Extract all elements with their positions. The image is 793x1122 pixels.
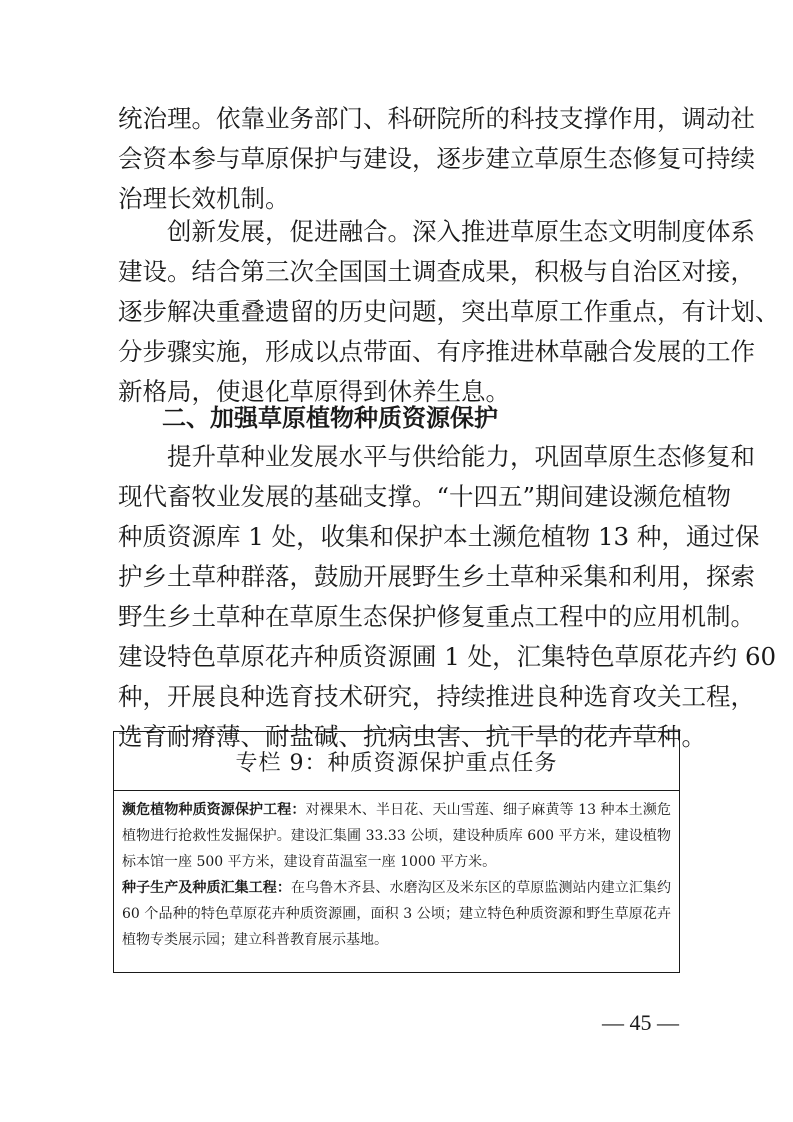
- paragraph-1: [118, 99, 755, 219]
- paragraph-3-line-8: 选育耐瘠薄、耐盐碱、抗病虫害、抗干旱的花卉草种。: [118, 722, 706, 751]
- paragraph-2: [118, 212, 780, 412]
- column-box-item-text: 在乌鲁木齐县、水磨沟区及米东区的草原监测站内建立汇集约 60 个品种的特色草原花卉种质资源圃，面积 3 公顷；建立特色种质资源和野生草原花卉植物专类展示园；建立科普教育展示基地。: [122, 880, 672, 948]
- paragraph-1-line-1: 统治理。依靠业务部门、科研院所的科技支撑作用，调动社: [118, 104, 755, 133]
- paragraph-2-line-5: 新格局，使退化草原得到休养生息。: [118, 377, 510, 406]
- paragraph-3-line-3: 种质资源库 1 处，收集和保护本土濒危植物 13 种，通过保: [118, 522, 760, 551]
- paragraph-3-line-7: 种，开展良种选育技术研究，持续推进良种选育攻关工程，: [118, 682, 755, 711]
- column-box-item: [122, 875, 671, 953]
- column-box: [113, 731, 680, 973]
- page-number: — 45 —: [602, 1010, 679, 1035]
- column-box-body: [114, 791, 679, 953]
- paragraph-3-line-2: 现代畜牧业发展的基础支撑。“十四五”期间建设濒危植物: [118, 482, 732, 511]
- paragraph-3-line-1: 提升草种业发展水平与供给能力，巩固草原生态修复和: [118, 442, 755, 471]
- paragraph-3-line-5: 野生乡土草种在草原生态保护修复重点工程中的应用机制。: [118, 602, 755, 631]
- column-box-item-label: 种子生产及种质汇集工程：: [122, 880, 291, 896]
- paragraph-3-line-4: 护乡土草种群落，鼓励开展野生乡土草种采集和利用，探索: [118, 562, 755, 591]
- paragraph-2-line-3: 逐步解决重叠遗留的历史问题，突出草原工作重点，有计划、: [118, 297, 780, 326]
- paragraph-1-line-3: 治理长效机制。: [118, 184, 290, 213]
- column-box-item: [122, 797, 671, 875]
- paragraph-2-line-2: 建设。结合第三次全国国土调查成果，积极与自治区对接，: [118, 257, 755, 286]
- column-box-item-text: 对裸果木、半日花、天山雪莲、细子麻黄等 13 种本土濒危植物进行抢救性发掘保护。建设汇集圃 33.33 公顷，建设种质库 600 平方米，建设植物标本馆一座 500 平方米，建设育苗温室一座 1000 平方米。: [122, 802, 671, 870]
- paragraph-2-line-4: 分步骤实施，形成以点带面、有序推进林草融合发展的工作: [118, 337, 755, 366]
- paragraph-3-line-6: 建设特色草原花卉种质资源圃 1 处，汇集特色草原花卉约 60: [118, 642, 777, 671]
- paragraph-2-line-1: 创新发展，促进融合。深入推进草原生态文明制度体系: [118, 217, 755, 246]
- section-heading: 二、加强草原植物种质资源保护: [162, 404, 498, 432]
- column-box-title: 专栏 9：种质资源保护重点任务: [114, 732, 679, 791]
- paragraph-3: [118, 437, 777, 757]
- column-box-item-label: 濒危植物种质资源保护工程：: [122, 802, 306, 818]
- paragraph-1-line-2: 会资本参与草原保护与建设，逐步建立草原生态修复可持续: [118, 144, 755, 173]
